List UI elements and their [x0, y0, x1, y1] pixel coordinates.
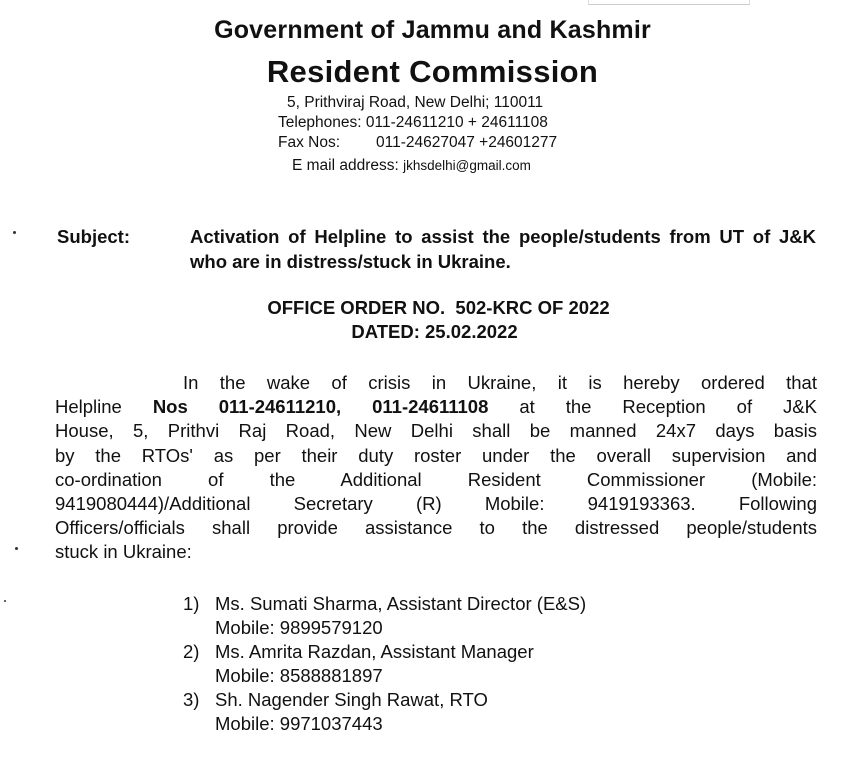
body-line: by the RTOs' as per their duty roster under the overall supervision and: [55, 444, 817, 466]
order-date: DATED: 25.02.2022: [351, 321, 518, 342]
body-line: Officers/officials shall provide assistance to the distressed people/students: [55, 517, 817, 539]
list-item: [183, 592, 586, 640]
officer-name: Sh. Nagender Singh Rawat, RTO: [215, 689, 488, 710]
officer-mobile: Mobile: 9971037443: [215, 713, 383, 734]
body-line: House, 5, Prithvi Raj Road, New Delhi shall be manned 24x7 days basis: [55, 420, 817, 442]
officer-mobile: Mobile: 9899579120: [215, 617, 383, 638]
list-number: 2): [183, 641, 200, 662]
fax-line: [278, 133, 558, 153]
officer-name: Ms. Sumati Sharma, Assistant Director (E&S): [215, 593, 587, 614]
fax-label: Fax Nos:: [278, 134, 341, 151]
telephones-line: Telephones: 011-24611210 + 24611108: [278, 114, 548, 131]
helpline-numbers: Nos 011-24611210, 011-24611108: [152, 396, 489, 418]
scan-speck: [13, 231, 16, 234]
officer-name: Ms. Amrita Razdan, Assistant Manager: [215, 641, 534, 662]
order-body: [55, 371, 817, 565]
scan-speck: [15, 547, 18, 550]
officer-mobile: Mobile: 8588881897: [215, 665, 383, 686]
scan-speck: [4, 600, 6, 602]
list-number: 3): [183, 689, 200, 710]
officers-list: [183, 592, 586, 736]
government-heading: Government of Jammu and Kashmir: [214, 16, 651, 44]
fax-numbers: 011-24627047 +24601277: [376, 134, 558, 151]
address-line: 5, Prithviraj Road, New Delhi; 110011: [287, 94, 544, 111]
list-item: [183, 640, 586, 688]
office-order-number: OFFICE ORDER NO. 502-KRC OF 2022: [267, 297, 610, 318]
list-number: 1): [183, 593, 200, 614]
body-line: Helpline Nos 011-24611210, 011-24611108 at the Reception of J&K: [55, 396, 817, 418]
body-line: stuck in Ukraine:: [55, 541, 192, 563]
email-label: E mail address:: [292, 157, 399, 174]
email-line: [292, 156, 531, 176]
subject-label: Subject:: [57, 226, 130, 247]
email-address: jkhsdelhi@gmail.com: [403, 158, 531, 173]
office-heading: Resident Commission: [266, 54, 599, 89]
list-item: [183, 688, 586, 736]
subject-text: Activation of Helpline to assist the people/students from UT of J&K who are in distress/stuck in Ukraine.: [190, 226, 816, 272]
body-line: In the wake of crisis in Ukraine, it is hereby ordered that: [183, 372, 817, 393]
body-line: co-ordination of the Additional Resident Commissioner (Mobile:: [55, 468, 817, 490]
body-line: 9419080444)/Additional Secretary (R) Mobile: 9419193363. Following: [55, 493, 817, 515]
scan-edge: [588, 0, 750, 5]
